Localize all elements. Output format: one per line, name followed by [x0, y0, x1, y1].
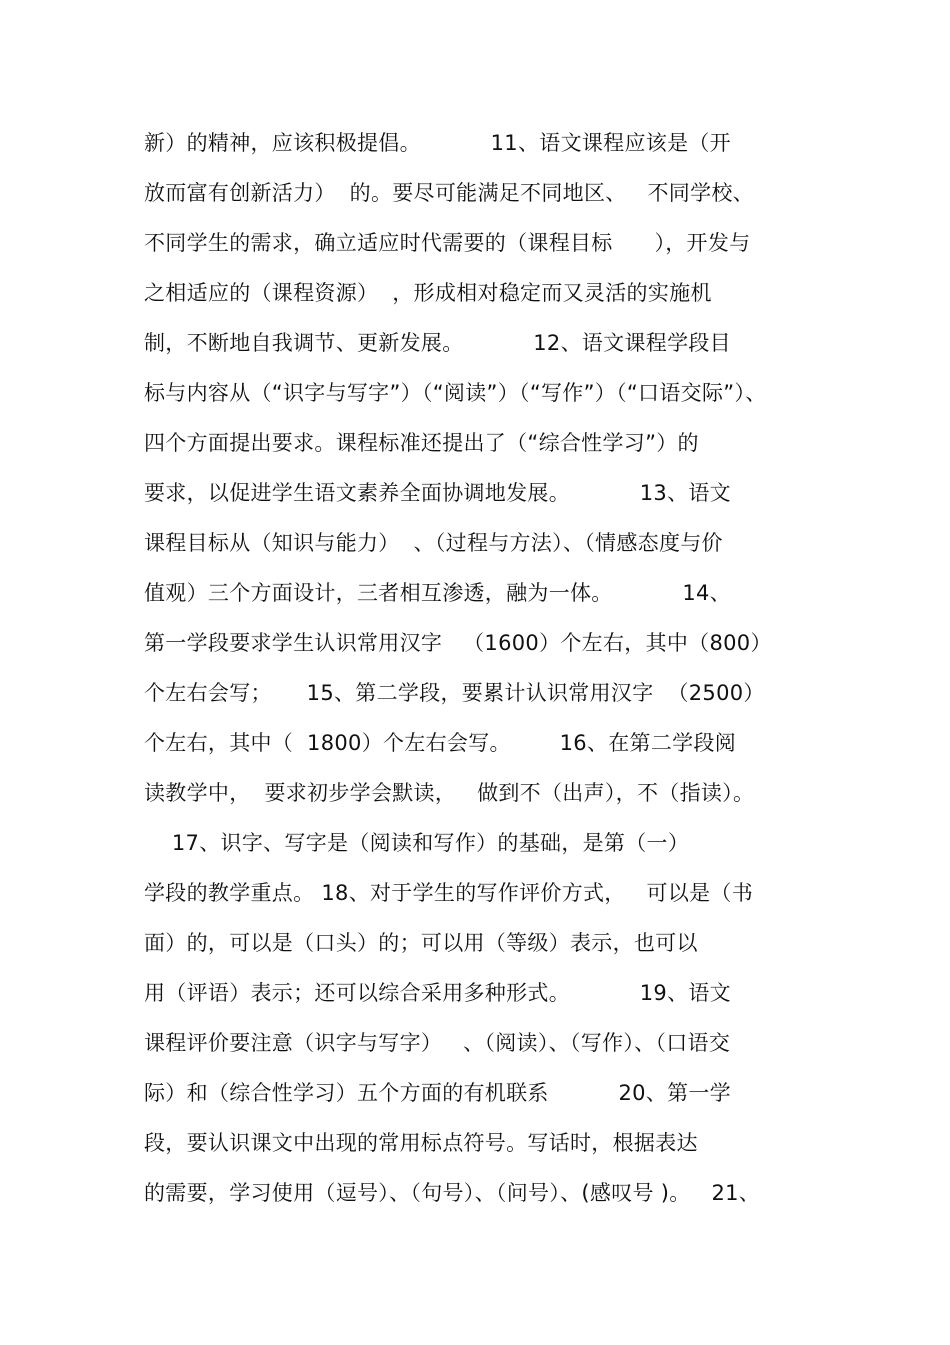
text-line: 值观）三个方面设计，三者相互渗透，融为一体。 14、 [144, 581, 731, 605]
text-line: 际）和（综合性学习）五个方面的有机联系 20、第一学 [144, 1081, 731, 1105]
text-line: 不同学生的需求，确立适应时代需要的（课程目标 ），开发与 [144, 231, 751, 255]
text-line: 标与内容从（“识字与写字”）（“阅读”）（“写作”）（“口语交际”）、 [144, 381, 767, 405]
text-line: 制，不断地自我调节、更新发展。 12、语文课程学段目 [144, 331, 731, 355]
text-line: 课程评价要注意（识字与写字） 、（阅读）、（写作）、（口语交 [144, 1031, 731, 1055]
text-line: 要求，以促进学生语文素养全面协调地发展。 13、语文 [144, 481, 731, 505]
text-line: 段，要认识课文中出现的常用标点符号。写话时，根据表达 [144, 1131, 698, 1155]
text-line: 个左右，其中（ 1800）个左右会写。 16、在第二学段阅 [144, 731, 737, 755]
text-line: 个左右会写； 15、第二学段，要累计认识常用汉字 （2500） [144, 681, 765, 705]
text-line: 之相适应的（课程资源） ，形成相对稳定而又灵活的实施机 [144, 281, 712, 305]
text-line: 用（评语）表示；还可以综合采用多种形式。 19、语文 [144, 981, 731, 1005]
text-line: 课程目标从（知识与能力） 、（过程与方法）、（情感态度与价 [144, 531, 723, 555]
text-line: 新）的精神，应该积极提倡。 11、语文课程应该是（开 [144, 131, 731, 155]
document-text [144, 118, 824, 1218]
text-line: 的需要，学习使用（逗号）、（句号）、（问号）、(感叹号 )。 21、 [144, 1181, 761, 1205]
text-line: 学段的教学重点。 18、对于学生的写作评价方式， 可以是（书 [144, 881, 754, 905]
text-line: 面）的，可以是（口头）的；可以用（等级）表示，也可以 [144, 931, 698, 955]
text-line: 17、识字、写字是（阅读和写作）的基础，是第（一） [144, 831, 690, 855]
text-line: 读教学中， 要求初步学会默读， 做到不（出声），不（指读）。 [144, 781, 755, 805]
text-line: 放而富有创新活力） 的。要尽可能满足不同地区、 不同学校、 [144, 181, 754, 205]
text-line: 第一学段要求学生认识常用汉字 （1600）个左右，其中（800） [144, 631, 772, 655]
text-line: 四个方面提出要求。课程标准还提出了（“综合性学习”）的 [144, 431, 699, 455]
